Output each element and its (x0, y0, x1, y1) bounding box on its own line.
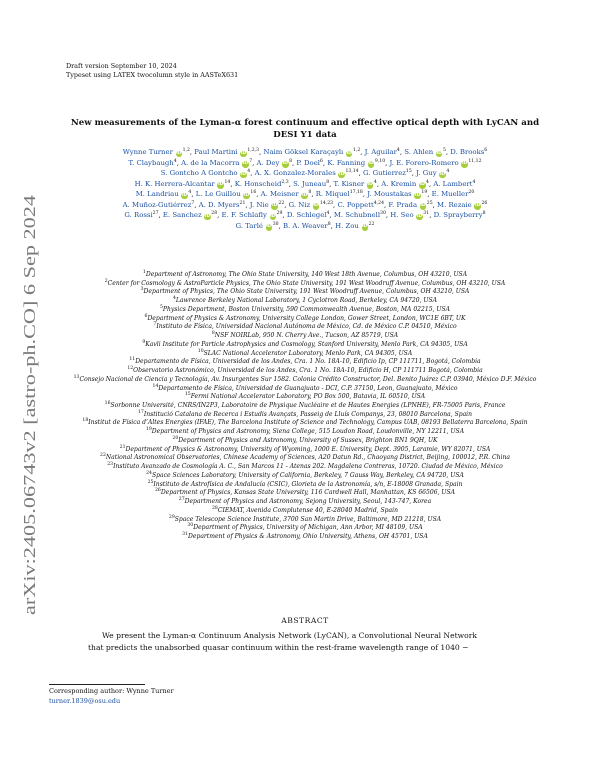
author-separator: , (282, 211, 287, 220)
author-separator: , (358, 169, 363, 178)
affiliation-number: 16 (104, 401, 111, 407)
paper-title (66, 117, 544, 141)
author-list (66, 147, 544, 231)
author-separator: , (432, 200, 438, 209)
abstract-line-2: that predicts the unabsorbed quasar continuum within the rest-frame wavelength range of 1040 − (88, 642, 469, 652)
author-name[interactable]: Wynne Turner (122, 148, 173, 156)
author-affiliation-marks: 14,23 (319, 200, 334, 206)
author-separator: , (329, 211, 334, 220)
author-affiliation-marks: 2,3 (281, 179, 289, 185)
author-separator: , (288, 179, 294, 188)
author-name[interactable]: J. Guy (416, 169, 437, 178)
author-name[interactable]: A. D. Myers (198, 200, 240, 209)
arxiv-stamp-svg (18, 195, 42, 615)
orcid-icon[interactable]: iD (242, 161, 249, 167)
author-affiliation-marks: 6 (484, 148, 488, 153)
author-separator: , (284, 200, 289, 209)
author-affiliation-marks: 8 (289, 158, 293, 164)
author-name[interactable]: G. Rossi (124, 211, 153, 220)
author-separator: , (194, 200, 199, 209)
author-separator: , (427, 190, 432, 199)
author-name[interactable]: A. Dey (256, 158, 280, 167)
affiliation (66, 306, 544, 315)
author-separator: , (376, 179, 382, 188)
typeset-note: Typeset using LATEX twocolumn style in AASTeX631 (66, 71, 239, 79)
title-line-2: DESI Y1 data (273, 130, 337, 140)
author-separator: , (360, 148, 365, 156)
author-affiliation-marks: 8 (482, 211, 486, 217)
author-separator: , (256, 190, 261, 199)
author-separator: , (252, 158, 257, 167)
orcid-icon[interactable]: iD (416, 213, 423, 219)
affiliation (66, 341, 544, 350)
author-separator: , (399, 148, 405, 156)
affiliation-text: Kavli Institute for Particle Astrophysics and Cosmology, Stanford University, Menlo Park, CA 94305, USA (145, 340, 468, 348)
author-affiliation-marks: 1,2 (182, 148, 190, 153)
affiliation-number: 2 (104, 278, 108, 284)
affiliation-text: Space Sciences Laboratory, University of California, Berkeley, 7 Gauss Way, Berkeley, CA 94720, USA (151, 471, 464, 479)
author-affiliation-marks: 4 (373, 179, 377, 185)
author-separator: , (278, 221, 283, 230)
author-name[interactable]: T. Kisner (333, 179, 365, 188)
author-name[interactable]: G. Gutierrez (362, 169, 406, 178)
author-name[interactable]: A. X. Gonzalez-Morales (254, 169, 336, 178)
author-name[interactable]: G. Niz (288, 200, 311, 209)
author-separator: , (189, 148, 195, 156)
affiliation-number: 28 (212, 505, 218, 511)
author-affiliation-marks: 1,2,3 (247, 148, 260, 153)
author-name[interactable]: Naim Göksel Karaçaylı (263, 148, 344, 156)
orcid-icon[interactable]: iD (182, 192, 188, 198)
author-name[interactable]: J. Nie (249, 200, 269, 209)
affiliation-text: Departamento de Física, Universidad de los Andes, Cra. 1 No. 18A-10, Edificio Ip, CP 111711, Bogotá, Colombia (135, 358, 481, 366)
author-name[interactable]: M. Rezaie (437, 200, 472, 209)
affiliation (66, 463, 544, 472)
author-name[interactable]: K. Honscheid (234, 179, 282, 188)
author-name[interactable]: J. Aguilar (364, 148, 397, 156)
affiliation-number: 18 (82, 418, 89, 424)
author-separator: , (230, 179, 235, 188)
author-separator: , (311, 190, 316, 199)
affiliation-number: 17 (137, 409, 144, 415)
affiliation-number: 12 (127, 366, 134, 372)
affiliation-list (66, 271, 544, 542)
orcid-icon[interactable]: iD (302, 192, 308, 198)
affiliation-number: 19 (145, 427, 152, 433)
author-affiliation-marks: 4 (173, 158, 177, 164)
corresponding-author-label: Corresponding author: Wynne Turner (49, 687, 174, 695)
author-name[interactable]: A. Lambert (433, 179, 473, 188)
affiliation-text: Sorbonne Université, CNRS/IN2P3, Laboratoire de Physique Nucléaire et de Hautes Energies (LPNHE), FR-75005 Paris, France (110, 402, 506, 410)
author-separator: , (330, 221, 336, 230)
affiliation (66, 271, 544, 280)
author-separator: , (385, 158, 390, 167)
affiliation (66, 472, 544, 481)
affiliation-number: 25 (147, 479, 154, 485)
orcid-icon[interactable]: iD (439, 171, 446, 177)
affiliation-number: 13 (73, 374, 80, 380)
author-affiliation-marks: 8 (327, 221, 331, 227)
affiliation-number: 14 (152, 383, 159, 389)
author-affiliation-marks: 22 (368, 221, 375, 227)
author-name[interactable]: E. Mueller (431, 190, 469, 199)
author-name[interactable]: J. E. Forero-Romero (389, 158, 459, 167)
author-affiliation-marks: 4 (247, 169, 251, 175)
author-affiliation-marks: 6 (319, 158, 323, 164)
author-name[interactable]: C. Poppett (337, 200, 374, 209)
affiliation-text: Instituto de Física, Universidad Nacional Autónoma de México, Cd. de México C.P. 04510, México (156, 323, 457, 331)
author-name[interactable]: S. Ahlen (404, 148, 434, 156)
orcid-icon[interactable]: iD (475, 203, 481, 209)
author-affiliation-marks: 26 (481, 200, 488, 206)
author-name[interactable]: G. Tarlé (235, 221, 263, 230)
affiliation (66, 367, 544, 376)
arxiv-stamp-text: arXiv:2405.06743v2 [astro-ph.CO] 6 Sep 2024 (20, 293, 39, 615)
affiliation (66, 376, 544, 385)
author-affiliation-marks: 25 (426, 200, 433, 206)
orcid-icon[interactable]: iD (367, 182, 373, 188)
author-affiliation-marks: 4 (188, 190, 192, 196)
author-name[interactable]: H. Zou (335, 221, 359, 230)
affiliation-number: 8 (211, 331, 215, 337)
orcid-icon[interactable]: iD (272, 203, 278, 209)
author-separator: , (411, 169, 417, 178)
author-separator: , (384, 200, 389, 209)
orcid-icon[interactable]: iD (368, 161, 374, 167)
arxiv-stamp[interactable] (18, 195, 42, 615)
author-name[interactable]: D. Schlegel (286, 211, 327, 220)
author-name[interactable]: A. Kremin (381, 179, 417, 188)
author-name[interactable]: A. Meisner (260, 190, 299, 199)
affiliation (66, 393, 544, 402)
affiliation (66, 489, 544, 498)
author-name[interactable]: E. F. Schlafly (221, 211, 267, 220)
abstract-line-1: We present the Lyman-α Continuum Analysis Network (LyCAN), a Convolutional Neural Network (102, 631, 477, 640)
author-affiliation-marks: 20 (468, 190, 475, 196)
affiliation-text: Department of Physics and Astronomy, Siena College, 515 Loudon Road, Loudonville, NY 12211, USA (151, 428, 465, 436)
author-name[interactable]: B. A. Weaver (282, 221, 328, 230)
title-line-1: New measurements of the Lyman-α forest continuum and effective optical depth with LyCAN and (70, 118, 540, 128)
affiliation-text: Department of Physics, The Ohio State University, 191 West Woodruff Avenue, Columbus, OH 43210, USA (143, 288, 470, 296)
author-separator: , (428, 179, 434, 188)
author-affiliation-marks: 30 (380, 211, 386, 217)
affiliation-text: Lawrence Berkeley National Laboratory, 1 Cyclotron Road, Berkeley, CA 94720, USA (175, 297, 438, 305)
author-name[interactable]: J. Moustakas (367, 190, 412, 199)
author-affiliation-marks: 1,2 (352, 148, 361, 153)
author-affiliation-marks: 7 (249, 158, 253, 164)
orcid-icon[interactable]: iD (362, 224, 368, 230)
affiliation-number: 27 (178, 497, 185, 503)
affiliation-number: 23 (107, 462, 114, 468)
author-affiliation-marks: 4 (426, 179, 429, 185)
orcid-icon[interactable]: iD (313, 203, 319, 209)
header (66, 62, 238, 80)
author-separator: , (292, 158, 297, 167)
author-affiliation-marks: 13,14 (345, 169, 359, 175)
author-separator: , (191, 190, 196, 199)
affiliation-number: 31 (182, 532, 189, 538)
author-separator: , (259, 148, 264, 156)
author-name[interactable]: R. Miquel (315, 190, 350, 199)
affiliation (66, 524, 544, 533)
affiliation-text: Department of Physics & Astronomy, University of Wyoming, 1000 E. University, Dept. 3905, Laramie, WY 82071, USA (125, 445, 491, 453)
affiliation (66, 288, 544, 297)
author-name[interactable]: D. Sprayberry (433, 211, 483, 220)
author-separator: , (333, 200, 338, 209)
author-affiliation-marks: 4 (326, 211, 330, 217)
affiliation-number: 26 (154, 488, 161, 494)
orcid-icon[interactable]: iD (240, 150, 247, 156)
affiliation (66, 419, 544, 428)
author-name[interactable]: S. Gontcho A Gontcho (160, 169, 238, 178)
author-affiliation-marks: 21 (239, 200, 246, 206)
abstract-text (88, 630, 524, 653)
affiliation-text: Department of Physics & Astronomy, Ohio University, Athens, OH 45701, USA (188, 533, 428, 541)
affiliation (66, 332, 544, 341)
author-separator: , (250, 169, 255, 178)
orcid-icon[interactable]: iD (420, 203, 426, 209)
author-affiliation-marks: 9,10 (374, 158, 386, 164)
author-line (66, 189, 544, 200)
author-line (66, 221, 544, 232)
author-name[interactable]: K. Fanning (327, 158, 366, 167)
affiliation-text: Institució Catalana de Recerca i Estudis Avançats, Passeig de Lluís Companys, 23, 08010 Barcelona, Spain (143, 410, 473, 418)
affiliation-text: Consejo Nacional de Ciencia y Tecnología, Av. Insurgentes Sur 1582. Colonia Crédito Constructor, Del. Benito Juárez C.P. 03940, México D.F. México (79, 375, 537, 383)
author-name[interactable]: T. Claybaugh (128, 158, 174, 167)
author-name[interactable]: H. K. Herrera-Alcantar (134, 179, 215, 188)
author-affiliation-marks: 31 (423, 211, 430, 217)
author-affiliation-marks: 29 (276, 211, 283, 217)
orcid-icon[interactable]: iD (218, 182, 224, 188)
author-affiliation-marks: 22 (278, 200, 285, 206)
affiliation (66, 516, 544, 525)
affiliation-number: 24 (146, 470, 152, 476)
author-affiliation-marks: 5 (442, 148, 446, 153)
author-separator: , (158, 211, 163, 220)
author-name[interactable]: P. Doel (296, 158, 320, 167)
author-separator: , (217, 211, 222, 220)
affiliation-number: 29 (168, 514, 175, 520)
author-line (66, 168, 544, 179)
affiliation-text: Instituto de Astrofísica de Andalucía (CSIC), Glorieta de la Astronomía, s/n, E-18008 Granada, Spain (153, 480, 463, 488)
affiliation-number: 10 (197, 348, 204, 354)
draft-version: Draft version September 10, 2024 (66, 62, 177, 70)
author-affiliation-marks: 4 (396, 148, 400, 153)
affiliation-text: Fermi National Accelerator Laboratory, PO Box 500, Batavia, IL 60510, USA (190, 393, 426, 401)
affiliation-number: 11 (129, 357, 136, 363)
affiliation-number: 6 (144, 313, 148, 319)
affiliation-number: 5 (159, 304, 163, 310)
affiliation-number: 21 (119, 444, 126, 450)
author-name[interactable]: H. Seo (390, 211, 414, 220)
affiliation-text: National Astronomical Observatories, Chinese Academy of Sciences, A20 Datun Rd., Chaoyang District, Beijing, 100012, P.R. China (105, 454, 510, 462)
orcid-icon[interactable]: iD (346, 150, 352, 156)
affiliation-number: 9 (142, 339, 146, 345)
orcid-icon[interactable]: iD (436, 150, 442, 156)
author-affiliation-marks: 4 (446, 169, 450, 175)
affiliation-text: Space Telescope Science Institute, 3700 San Martin Drive, Baltimore, MD 21218, USA (174, 515, 442, 523)
author-name[interactable]: S. Juneau (293, 179, 327, 188)
author-affiliation-marks: 16 (250, 190, 257, 196)
author-affiliation-marks: 14 (224, 179, 231, 185)
orcid-icon[interactable]: iD (282, 161, 288, 167)
author-separator: , (362, 190, 368, 199)
author-name[interactable]: M. Schubnell (333, 211, 381, 220)
affiliation-number: 3 (140, 287, 144, 293)
affiliation (66, 358, 544, 367)
author-separator: , (245, 200, 250, 209)
author-affiliation-marks: 4,24 (373, 200, 385, 206)
author-separator: , (429, 211, 434, 220)
author-line (66, 179, 544, 190)
orcid-icon[interactable]: iD (204, 213, 211, 219)
abstract-heading: ABSTRACT (281, 616, 329, 625)
affiliation-text: NSF NOIRLab, 950 N. Cherry Ave., Tucson, AZ 85719, USA (214, 332, 399, 340)
affiliation (66, 498, 544, 507)
author-name[interactable]: L. Le Guillou (195, 190, 241, 199)
affiliation-text: SLAC National Accelerator Laboratory, Menlo Park, CA 94305, USA (203, 349, 413, 357)
affiliation-text: Observatorio Astronómico, Universidad de los Andes, Cra. 1 No. 18A-10, Edificio H, CP 111711 Bogotá, Colombia (133, 367, 483, 375)
author-line (66, 200, 544, 211)
orcid-icon[interactable]: iD (240, 171, 247, 177)
author-name[interactable]: M. Landriau (135, 190, 179, 199)
author-name[interactable]: A. de la Macorra (181, 158, 240, 167)
author-name[interactable]: D. Brooks (450, 148, 485, 156)
affiliation-text: Departamento de Física, Universidad de Guanajuato - DCI, C.P. 37150, Leon, Guanajuato, México (158, 384, 458, 392)
author-separator: , (176, 158, 182, 167)
author-separator: , (329, 179, 334, 188)
affiliation (66, 323, 544, 332)
affiliation-text: Department of Physics & Astronomy, University College London, Gower Street, London, WC1E 6BT, UK (147, 314, 466, 322)
affiliation (66, 385, 544, 394)
affiliation-number: 15 (184, 392, 191, 398)
affiliation-text: Department of Physics, Kansas State University, 116 Cardwell Hall, Manhattan, KS 66506, USA (160, 489, 456, 497)
author-affiliation-marks: 7 (191, 200, 195, 206)
affiliation-number: 30 (187, 523, 194, 529)
orcid-icon[interactable]: iD (270, 213, 276, 219)
corresponding-author-email[interactable]: turner.1839@osu.edu (49, 696, 121, 705)
affiliation-text: Instituto Avanzado de Cosmología A. C., San Marcos 11 - Atenas 202. Magdalena Contreras, 10720. Ciudad de México, México (113, 463, 503, 471)
affiliation-number: 22 (100, 453, 106, 459)
affiliation-number: 1 (142, 270, 146, 275)
author-line (66, 158, 544, 169)
author-affiliation-marks: 8 (326, 179, 330, 185)
affiliation-text: Institut de Física d’Altes Energies (IFAE), The Barcelona Institute of Science and Technology, Campus UAB, 08193 Bellaterra Barcelona, Spain (88, 419, 528, 427)
author-separator: , (445, 148, 451, 156)
author-affiliation-marks: 27 (152, 211, 159, 217)
author-affiliation-marks: 4 (472, 179, 476, 185)
author-separator: , (385, 211, 391, 220)
author-affiliation-marks: 19 (421, 190, 428, 196)
orcid-icon[interactable]: iD (339, 171, 345, 177)
affiliation-text: Center for Cosmology & AstroParticle Physics, The Ohio State University, 191 West Woodruff Avenue, Columbus, OH 43210, USA (107, 279, 506, 287)
orcid-icon[interactable]: iD (415, 192, 421, 198)
affiliation-text: Physics Department, Boston University, 590 Commonwealth Avenue, Boston, MA 02215, USA (162, 305, 451, 313)
affiliation (66, 428, 544, 437)
affiliation-text: Department of Physics and Astronomy, University of Sussex, Brighton BN1 9QH, UK (178, 436, 438, 444)
orcid-icon[interactable]: iD (244, 192, 250, 198)
affiliation (66, 507, 544, 516)
author-affiliation-marks: 30 (272, 221, 279, 227)
affiliation (66, 454, 544, 463)
affiliation-text: CIEMAT, Avenida Complutense 40, E-28040 Madrid, Spain (217, 506, 398, 514)
affiliation-text: Department of Astronomy, The Ohio State University, 140 West 18th Avenue, Columbus, OH 43210, USA (145, 271, 468, 278)
author-affiliation-marks: 8 (308, 190, 312, 196)
author-name[interactable]: E. Sanchez (162, 211, 202, 220)
corresponding-author (49, 684, 174, 706)
author-affiliation-marks: 28 (211, 211, 218, 217)
author-affiliation-marks: 11,12 (468, 158, 482, 164)
affiliation (66, 297, 544, 306)
author-name[interactable]: F. Prada (388, 200, 418, 209)
orcid-icon[interactable]: iD (176, 150, 182, 156)
author-affiliation-marks: 15 (405, 169, 412, 175)
author-name[interactable]: Paul Martini (194, 148, 238, 156)
affiliation-number: 20 (172, 435, 179, 441)
author-separator: , (322, 158, 328, 167)
affiliation (66, 437, 544, 446)
author-line (66, 147, 544, 158)
author-line (66, 210, 544, 221)
affiliation-number: 4 (172, 296, 176, 302)
affiliation (66, 533, 544, 542)
orcid-icon[interactable]: iD (419, 182, 425, 188)
affiliation-text: Department of Physics and Astronomy, Sejong University, Seoul, 143-747, Korea (184, 498, 432, 506)
footnote-rule (49, 684, 145, 685)
orcid-icon[interactable]: iD (266, 224, 272, 230)
affiliation-number: 7 (153, 322, 157, 328)
author-affiliation-marks: 17,18 (349, 190, 363, 196)
affiliation-text: Department of Physics, University of Michigan, Ann Arbor, MI 48109, USA (193, 524, 423, 532)
author-name[interactable]: A. Muñoz-Gutiérrez (122, 200, 192, 209)
orcid-icon[interactable]: iD (461, 161, 468, 167)
